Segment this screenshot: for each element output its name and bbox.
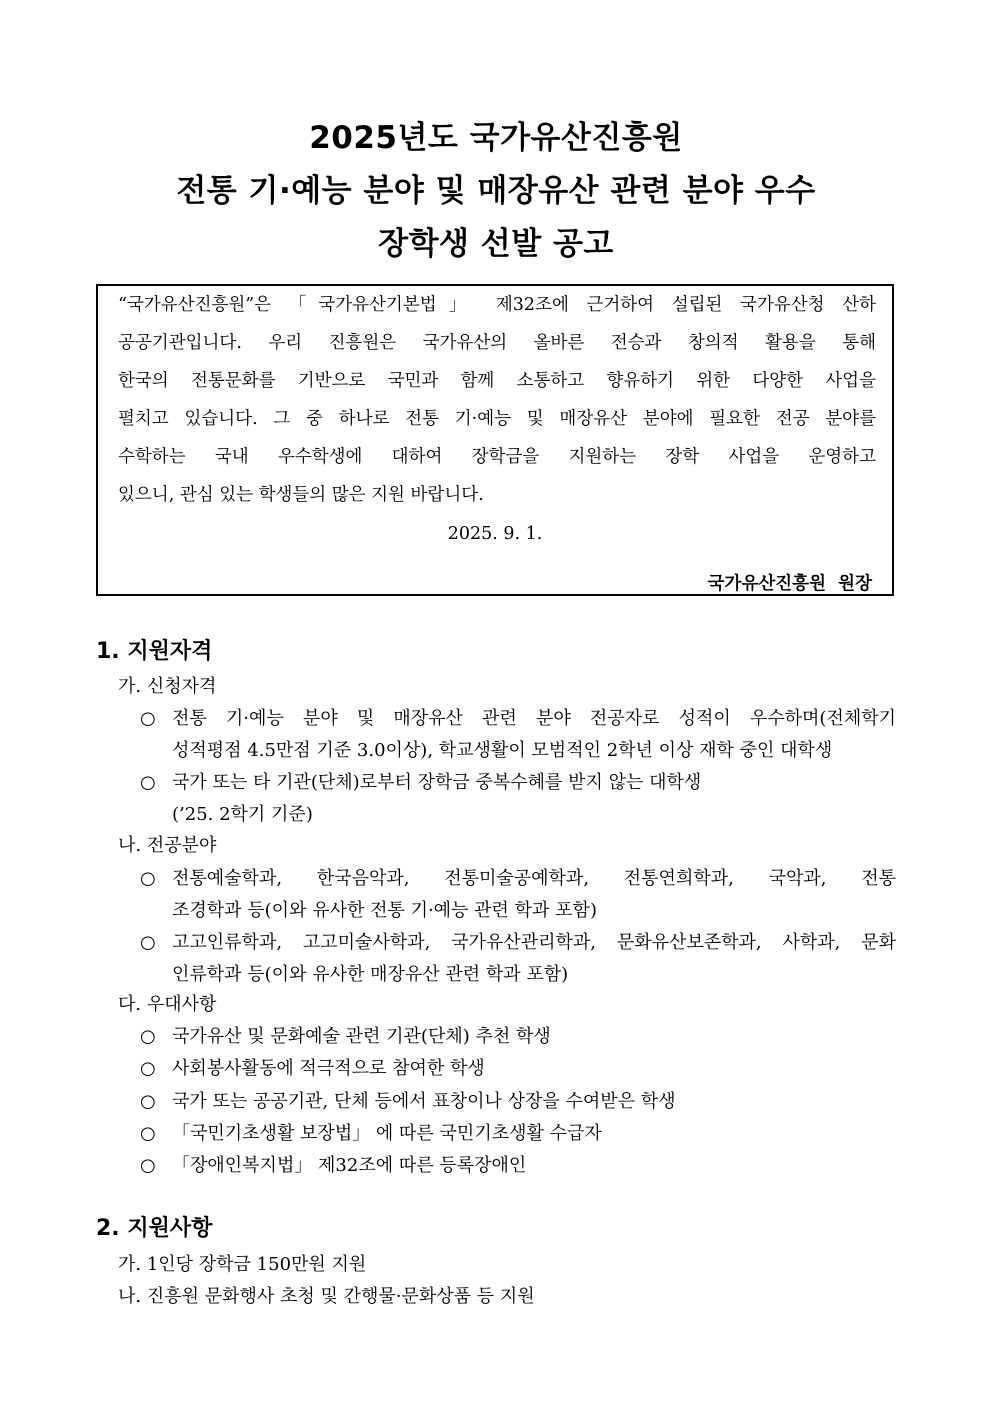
bullet-circle-icon: ○ xyxy=(140,932,156,953)
notice-line: 펼치고 있습니다. 그 중 하나로 전통 기·예능 및 매장유산 분야에 필요한 전공 분야를 xyxy=(118,409,876,429)
list-item-line: 국가 또는 타 기관(단체)로부터 장학금 중복수혜를 받지 않는 대학생 xyxy=(172,772,702,793)
bullet-circle-icon: ○ xyxy=(140,1155,156,1176)
subsection-c-label: 다. 우대사항 xyxy=(118,994,217,1015)
section-1-title: 1. 지원자격 xyxy=(96,639,213,664)
list-item xyxy=(140,1150,526,1182)
list-item-text: 국가유산 및 문화예술 관련 기관(단체) 추천 학생 xyxy=(172,1026,551,1047)
list-item xyxy=(140,1021,551,1053)
list-item xyxy=(140,863,896,927)
list-item-text: 국가 또는 공공기관, 단체 등에서 표창이나 상장을 수여받은 학생 xyxy=(172,1091,676,1112)
list-item xyxy=(140,1118,602,1150)
list-item-line: 성적평점 4.5만점 기준 3.0이상), 학교생활이 모범적인 2학년 이상 재학 중인 대학생 xyxy=(172,740,833,761)
list-item-line: 전통 기·예능 분야 및 매장유산 관련 분야 전공자로 성적이 우수하며(전체학기 xyxy=(172,708,896,729)
title-line-3: 장학생 선발 공고 xyxy=(378,226,614,262)
list-item-line: (’25. 2학기 기준) xyxy=(172,804,313,825)
bullet-circle-icon: ○ xyxy=(140,772,156,793)
title-line-1: 2025년도 국가유산진흥원 xyxy=(309,120,683,156)
list-item xyxy=(140,767,896,831)
list-item-line: 전통예술학과, 한국음악과, 전통미술공예학과, 전통연희학과, 국악과, 전통 xyxy=(172,868,896,889)
list-item xyxy=(140,1086,676,1118)
title-line-2: 전통 기·예능 분야 및 매장유산 관련 분야 우수 xyxy=(176,173,816,209)
list-item-text: 「장애인복지법」 제32조에 따른 등록장애인 xyxy=(172,1155,527,1176)
bullet-circle-icon: ○ xyxy=(140,1058,156,1079)
notice-line: 수학하는 국내 우수학생에 대하여 장학금을 지원하는 장학 사업을 운영하고 xyxy=(118,447,876,467)
notice-date: 2025. 9. 1. xyxy=(447,524,543,544)
list-item-line: 조경학과 등(이와 유사한 전통 기·예능 관련 학과 포함) xyxy=(172,900,597,921)
bullet-circle-icon: ○ xyxy=(140,1091,156,1112)
notice-line: 있으니, 관심 있는 학생들의 많은 지원 바랍니다. xyxy=(118,485,484,505)
list-item-text: 「국민기초생활 보장법」 에 따른 국민기초생활 수급자 xyxy=(172,1123,602,1144)
notice-box xyxy=(96,284,894,596)
list-item-text: 사회봉사활동에 적극적으로 참여한 학생 xyxy=(172,1058,485,1079)
list-item xyxy=(140,1053,485,1085)
subsection-a-label: 가. 신청자격 xyxy=(118,676,217,697)
bullet-circle-icon: ○ xyxy=(140,708,156,729)
list-item xyxy=(140,927,896,991)
section-2-title: 2. 지원사항 xyxy=(96,1216,213,1241)
section-2-item-a: 가. 1인당 장학금 150만원 지원 xyxy=(118,1254,367,1275)
notice-line: 한국의 전통문화를 기반으로 국민과 함께 소통하고 향유하기 위한 다양한 사업을 xyxy=(118,371,876,391)
list-item xyxy=(140,703,896,767)
notice-signature: 국가유산진흥원 원장 xyxy=(707,574,872,594)
bullet-circle-icon: ○ xyxy=(140,1026,156,1047)
list-item-line: 인류학과 등(이와 유사한 매장유산 관련 학과 포함) xyxy=(172,964,569,985)
list-item-line: 고고인류학과, 고고미술사학과, 국가유산관리학과, 문화유산보존학과, 사학과, 문화 xyxy=(172,932,896,953)
section-2-item-b: 나. 진흥원 문화행사 초청 및 간행물·문화상품 등 지원 xyxy=(118,1286,535,1307)
bullet-circle-icon: ○ xyxy=(140,868,156,889)
notice-body xyxy=(118,286,876,514)
notice-line: 공공기관입니다. 우리 진흥원은 국가유산의 올바른 전승과 창의적 활용을 통해 xyxy=(118,333,876,353)
subsection-b-label: 나. 전공분야 xyxy=(118,835,217,856)
notice-line: “국가유산진흥원”은 「국가유산기본법」 제32조에 근거하여 설립된 국가유산청 산하 xyxy=(118,295,876,315)
bullet-circle-icon: ○ xyxy=(140,1123,156,1144)
